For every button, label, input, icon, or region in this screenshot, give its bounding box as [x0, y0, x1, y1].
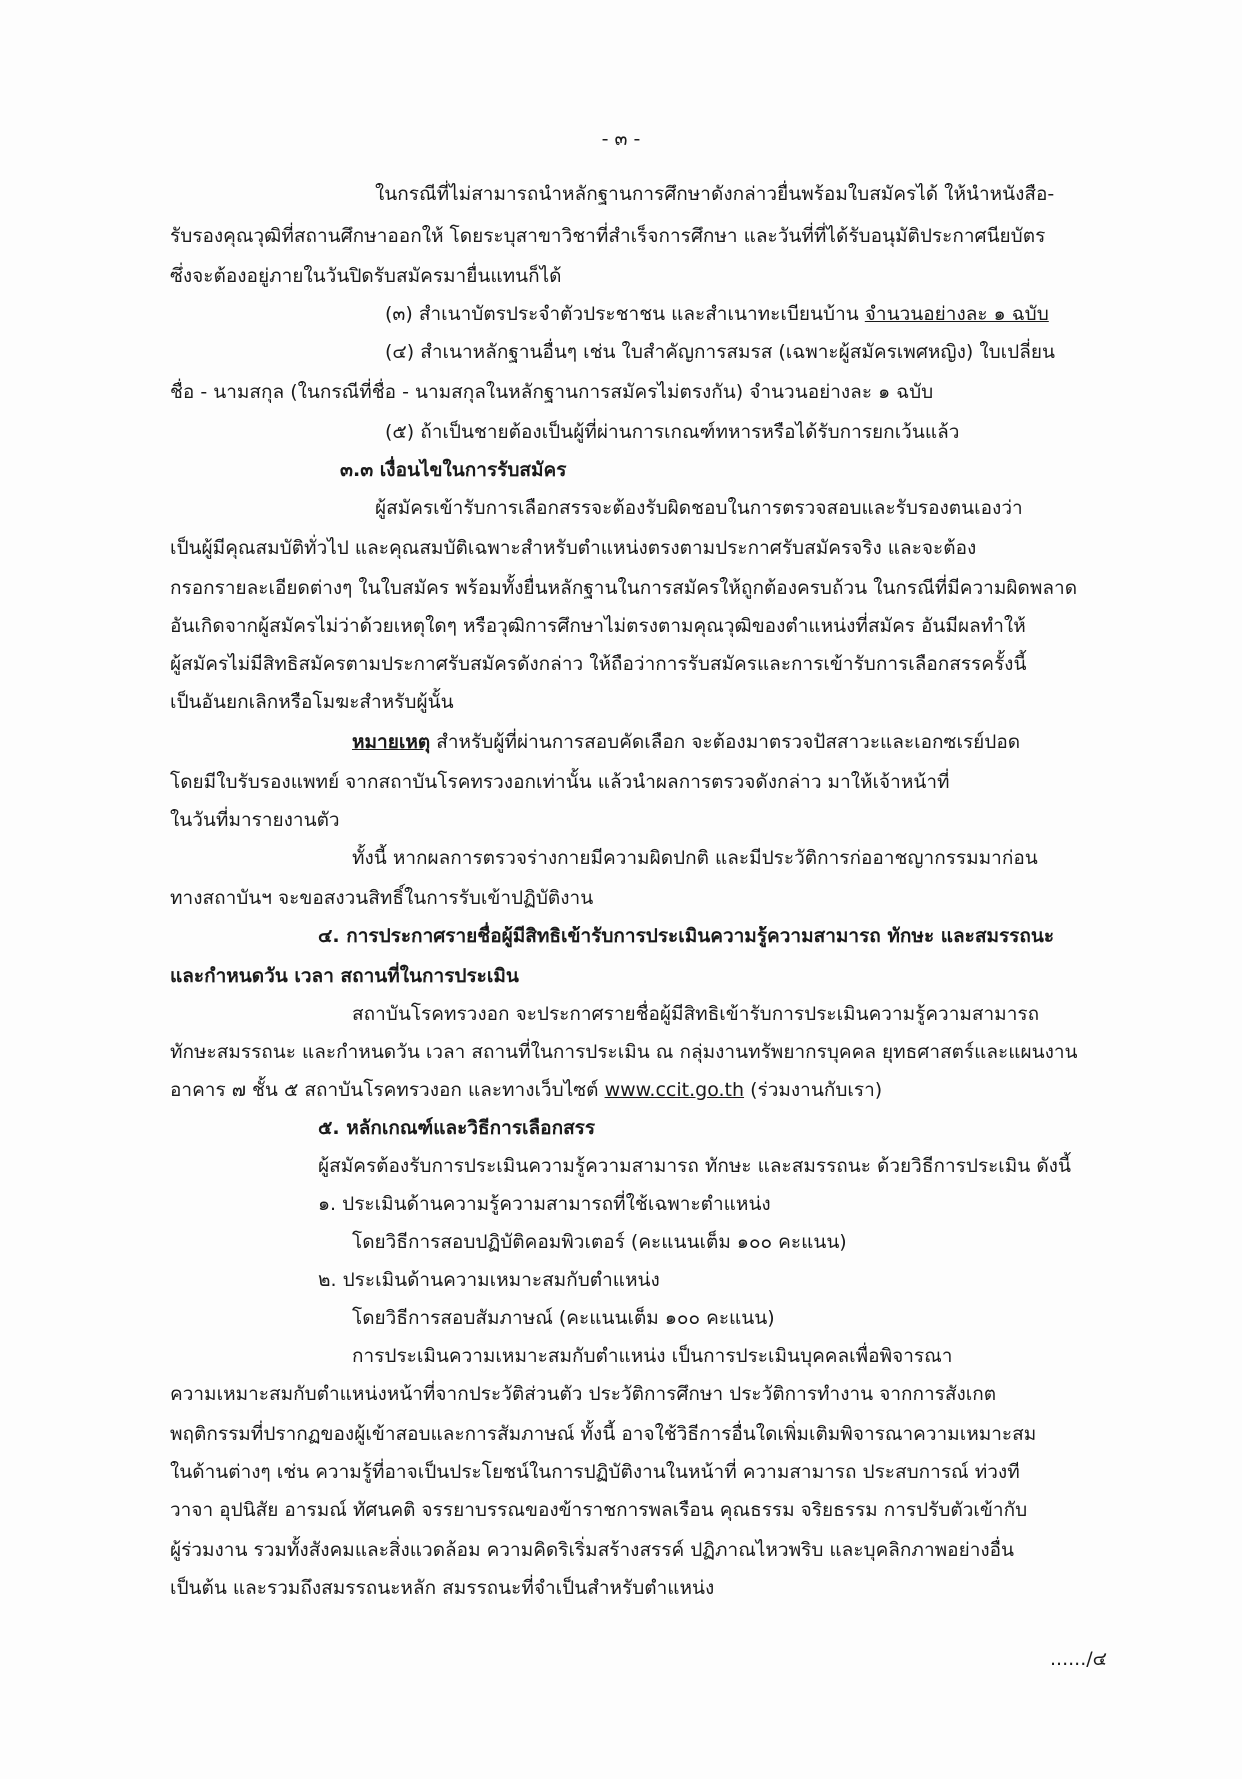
item-5: (๕) ถ้าเป็นชายต้องเป็นผู้ที่ผ่านการเกณฑ์ทหารหรือได้รับการยกเว้นแล้ว	[385, 421, 960, 443]
section-5-item-1-detail: โดยวิธีการสอบปฏิบัติคอมพิวเตอร์ (คะแนนเต็ม ๑๐๐ คะแนน)	[352, 1231, 847, 1253]
section-5-para-line-1: การประเมินความเหมาะสมกับตำแหน่ง เป็นการประเมินบุคคลเพื่อพิจารณา	[352, 1345, 953, 1367]
section-3-3-line-4: อันเกิดจากผู้สมัครไม่ว่าด้วยเหตุใดๆ หรือวุฒิการศึกษาไม่ตรงตามคุณวุฒิของตำแหน่งที่สมัคร อันมีผลทำให้	[170, 615, 1026, 637]
note-line-3: ในวันที่มารายงานตัว	[170, 809, 340, 831]
para-cert-line-1: ในกรณีที่ไม่สามารถนำหลักฐานการศึกษาดังกล่าวยื่นพร้อมใบสมัครได้ ให้นำหนังสือ-	[375, 183, 1055, 205]
section-5-item-2: ๒. ประเมินด้านความเหมาะสมกับตำแหน่ง	[318, 1269, 660, 1291]
section-5-item-1: ๑. ประเมินด้านความรู้ความสามารถที่ใช้เฉพาะตำแหน่ง	[318, 1193, 771, 1215]
section-5-para-line-5: วาจา อุปนิสัย อารมณ์ ทัศนคติ จรรยาบรรณของข้าราชการพลเรือน คุณธรรม จริยธรรม การปรับตัวเข้ากับ	[170, 1499, 1028, 1521]
section-5-para-line-6: ผู้ร่วมงาน รวมทั้งสังคมและสิ่งแวดล้อม ความคิดริเริ่มสร้างสรรค์ ปฏิภาณไหวพริบ และบุคลิกภาพอย่างอื่น	[170, 1539, 1015, 1561]
section-5-item-2-detail: โดยวิธีการสอบสัมภาษณ์ (คะแนนเต็ม ๑๐๐ คะแนน)	[352, 1307, 775, 1329]
para-cert-line-2: รับรองคุณวุฒิที่สถานศึกษาออกให้ โดยระบุสาขาวิชาที่สำเร็จการศึกษา และวันที่ที่ได้รับอนุมัติประกาศนียบัตร	[170, 225, 1046, 247]
item-3	[385, 300, 1049, 328]
section-3-3-line-3: กรอกรายละเอียดต่างๆ ในใบสมัคร พร้อมทั้งยื่นหลักฐานในการสมัครให้ถูกต้องครบถ้วน ในกรณีที่มีความผิดพลาด	[170, 577, 1078, 599]
website-link[interactable]: www.ccit.go.th	[604, 1079, 745, 1101]
section-4-line-1: สถาบันโรคทรวงอก จะประกาศรายชื่อผู้มีสิทธิเข้ารับการประเมินความรู้ความสามารถ	[352, 1003, 1040, 1025]
section-3-3-line-5: ผู้สมัครไม่มีสิทธิสมัครตามประกาศรับสมัครดังกล่าว ให้ถือว่าการรับสมัครและการเข้ารับการเลือกสรรครั้งนี้	[170, 653, 1027, 675]
section-3-3-heading: ๓.๓ เงื่อนไขในการรับสมัคร	[340, 459, 567, 481]
item-4-line-1: (๔) สำเนาหลักฐานอื่นๆ เช่น ใบสำคัญการสมรส (เฉพาะผู้สมัครเพศหญิง) ใบเปลี่ยน	[385, 341, 1055, 363]
section-3-3-line-6: เป็นอันยกเลิกหรือโมฆะสำหรับผู้นั้น	[170, 691, 454, 713]
item-3-underlined: จำนวนอย่างละ ๑ ฉบับ	[864, 303, 1049, 325]
section-4-line-2: ทักษะสมรรถนะ และกำหนดวัน เวลา สถานที่ในการประเมิน ณ กลุ่มงานทรัพยากรบุคคล ยุทธศาสตร์และแผนงาน	[170, 1041, 1078, 1063]
note-line-5: ทางสถาบันฯ จะขอสงวนสิทธิ์ในการรับเข้าปฏิบัติงาน	[170, 887, 594, 909]
section-5-para-line-3: พฤติกรรมที่ปรากฏของผู้เข้าสอบและการสัมภาษณ์ ทั้งนี้ อาจใช้วิธีการอื่นใดเพิ่มเติมพิจารณาความเหมาะสม	[170, 1423, 1037, 1445]
section-4-heading-line-2: และกำหนดวัน เวลา สถานที่ในการประเมิน	[170, 965, 519, 987]
note-line-1-text: สำหรับผู้ที่ผ่านการสอบคัดเลือก จะต้องมาตรวจปัสสาวะและเอกซเรย์ปอด	[430, 731, 1021, 753]
section-5-heading: ๕. หลักเกณฑ์และวิธีการเลือกสรร	[318, 1117, 596, 1139]
section-4-line-3-suffix: (ร่วมงานกับเรา)	[744, 1079, 883, 1101]
note-label: หมายเหตุ	[352, 731, 431, 753]
section-4-line-3-text: อาคาร ๗ ชั้น ๕ สถาบันโรคทรวงอก และทางเว็บไซต์	[170, 1079, 605, 1101]
note-line-1	[352, 728, 1020, 756]
para-cert-line-3: ซึ่งจะต้องอยู่ภายในวันปิดรับสมัครมายื่นแทนก็ได้	[170, 265, 562, 287]
item-3-text: (๓) สำเนาบัตรประจำตัวประชาชน และสำเนาทะเบียนบ้าน	[385, 303, 865, 325]
note-line-2: โดยมีใบรับรองแพทย์ จากสถาบันโรคทรวงอกเท่านั้น แล้วนำผลการตรวจดังกล่าว มาให้เจ้าหน้าที่	[170, 771, 950, 793]
section-3-3-line-2: เป็นผู้มีคุณสมบัติทั่วไป และคุณสมบัติเฉพาะสำหรับตำแหน่งตรงตามประกาศรับสมัครจริง และจะต้อง	[170, 537, 977, 559]
continuation-marker: ....../๔	[1050, 1648, 1108, 1670]
item-4-line-2: ชื่อ - นามสกุล (ในกรณีที่ชื่อ - นามสกุลในหลักฐานการสมัครไม่ตรงกัน) จำนวนอย่างละ ๑ ฉบับ	[170, 381, 934, 403]
section-4-heading-line-1: ๔. การประกาศรายชื่อผู้มีสิทธิเข้ารับการประเมินความรู้ความสามารถ ทักษะ และสมรรถนะ	[318, 925, 1055, 947]
note-line-4: ทั้งนี้ หากผลการตรวจร่างกายมีความผิดปกติ และมีประวัติการก่ออาชญากรรมมาก่อน	[352, 847, 1038, 869]
section-5-intro: ผู้สมัครต้องรับการประเมินความรู้ความสามารถ ทักษะ และสมรรถนะ ด้วยวิธีการประเมิน ดังนี้	[318, 1155, 1071, 1177]
section-4-line-3	[170, 1076, 882, 1104]
section-3-3-line-1: ผู้สมัครเข้ารับการเลือกสรรจะต้องรับผิดชอบในการตรวจสอบและรับรองตนเองว่า	[375, 497, 1023, 519]
section-5-para-line-4: ในด้านต่างๆ เช่น ความรู้ที่อาจเป็นประโยชน์ในการปฏิบัติงานในหน้าที่ ความสามารถ ประสบการณ์ ท่วงที	[170, 1461, 1020, 1483]
section-5-para-line-2: ความเหมาะสมกับตำแหน่งหน้าที่จากประวัติส่วนตัว ประวัติการศึกษา ประวัติการทำงาน จากการสังเกต	[170, 1383, 997, 1405]
page-number: - ๓ -	[601, 128, 641, 150]
section-5-para-line-7: เป็นต้น และรวมถึงสมรรถนะหลัก สมรรถนะที่จำเป็นสำหรับตำแหน่ง	[170, 1577, 715, 1599]
